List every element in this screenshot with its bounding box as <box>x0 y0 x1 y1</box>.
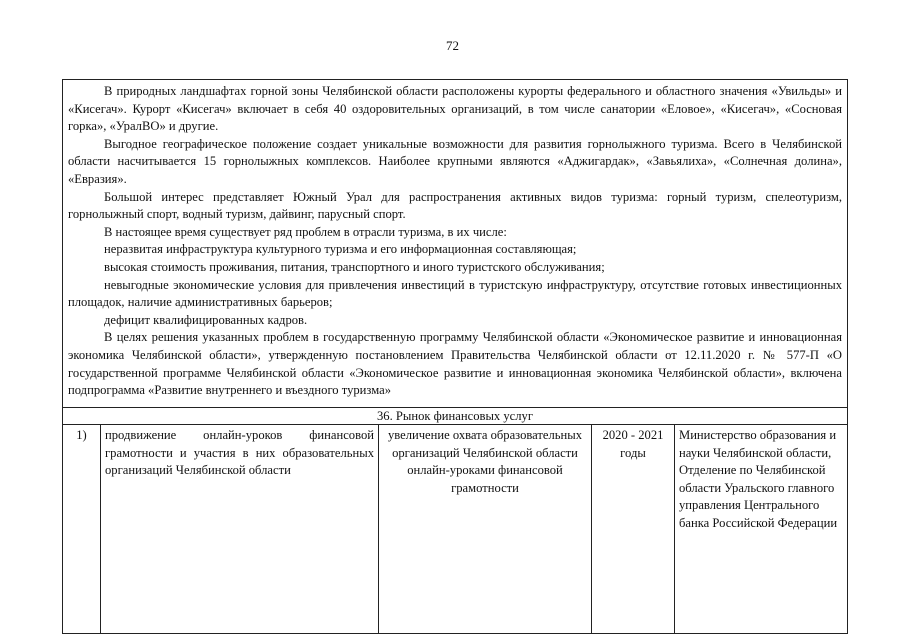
paragraph: высокая стоимость проживания, питания, транспортного и иного туристского обслуживания; <box>104 259 605 274</box>
row-number-cell: 1) <box>63 425 101 633</box>
period-cell: 2020 - 2021 годы <box>592 425 675 633</box>
paragraph: Большой интерес представляет Южный Урал для распространения активных видов туризма: горный туризм, спелеотуризм, горнолыжный спорт, водный туризм, дайвинг, парусный спорт. <box>68 189 842 222</box>
table-row <box>63 425 847 633</box>
result-cell: увеличение охвата образовательных организаций Челябинской области онлайн-уроками финансовой грамотности <box>379 425 592 633</box>
paragraph: В целях решения указанных проблем в государственную программу Челябинской области «Экономическое развитие и инновационная экономика Челябинской области», утвержденную постановлением Правительства Челябинской области от 12.11.2020 г. № 577-П «О государственной программе Челябинской области «Экономическое развитие и инновационная экономика Челябинской области», включена подпрограмма «Развитие внутреннего и въездного туризма» <box>68 330 842 398</box>
paragraph: В природных ландшафтах горной зоны Челябинской области расположены курорты федерального и областного значения «Увильды» и «Кисегач». Курорт «Кисегач» включает в себя 40 оздоровительных организаций, в том числе санатории «Еловое», «Кисегач», «Сосновая горка», «УралВО» и другие. <box>68 84 842 134</box>
paragraph: дефицит квалифицированных кадров. <box>104 312 308 327</box>
document-table <box>62 79 848 634</box>
paragraph: невыгодные экономические условия для привлечения инвестиций в туристскую инфраструктуру, отсутствие готовых инвестиционных площадок, наличие административных барьеров; <box>68 277 842 310</box>
section-title: 36. Рынок финансовых услуг <box>63 407 847 425</box>
paragraph: неразвитая инфраструктура культурного туризма и его информационная составляющая; <box>104 242 577 257</box>
measure-cell: продвижение онлайн-уроков финансовой грамотности и участия в них образовательных организаций Челябинской области <box>101 425 379 633</box>
paragraph: В настоящее время существует ряд проблем в отрасли туризма, в их числе: <box>104 224 507 239</box>
paragraph: Выгодное географическое положение создает уникальные возможности для развития горнолыжного туризма. Всего в Челябинской области насчитывается 15 горнолыжных комплексов. Наиболее крупными являются «Аджигардак», «Завьялиха», «Солнечная долина», «Евразия». <box>68 136 842 186</box>
responsible-cell: Министерство образования и науки Челябинской области, Отделение по Челябинской области Уральского главного управления Центрального банка Российской Федерации <box>679 428 838 530</box>
page-number: 72 <box>446 38 459 53</box>
narrative-text-block <box>63 80 847 407</box>
